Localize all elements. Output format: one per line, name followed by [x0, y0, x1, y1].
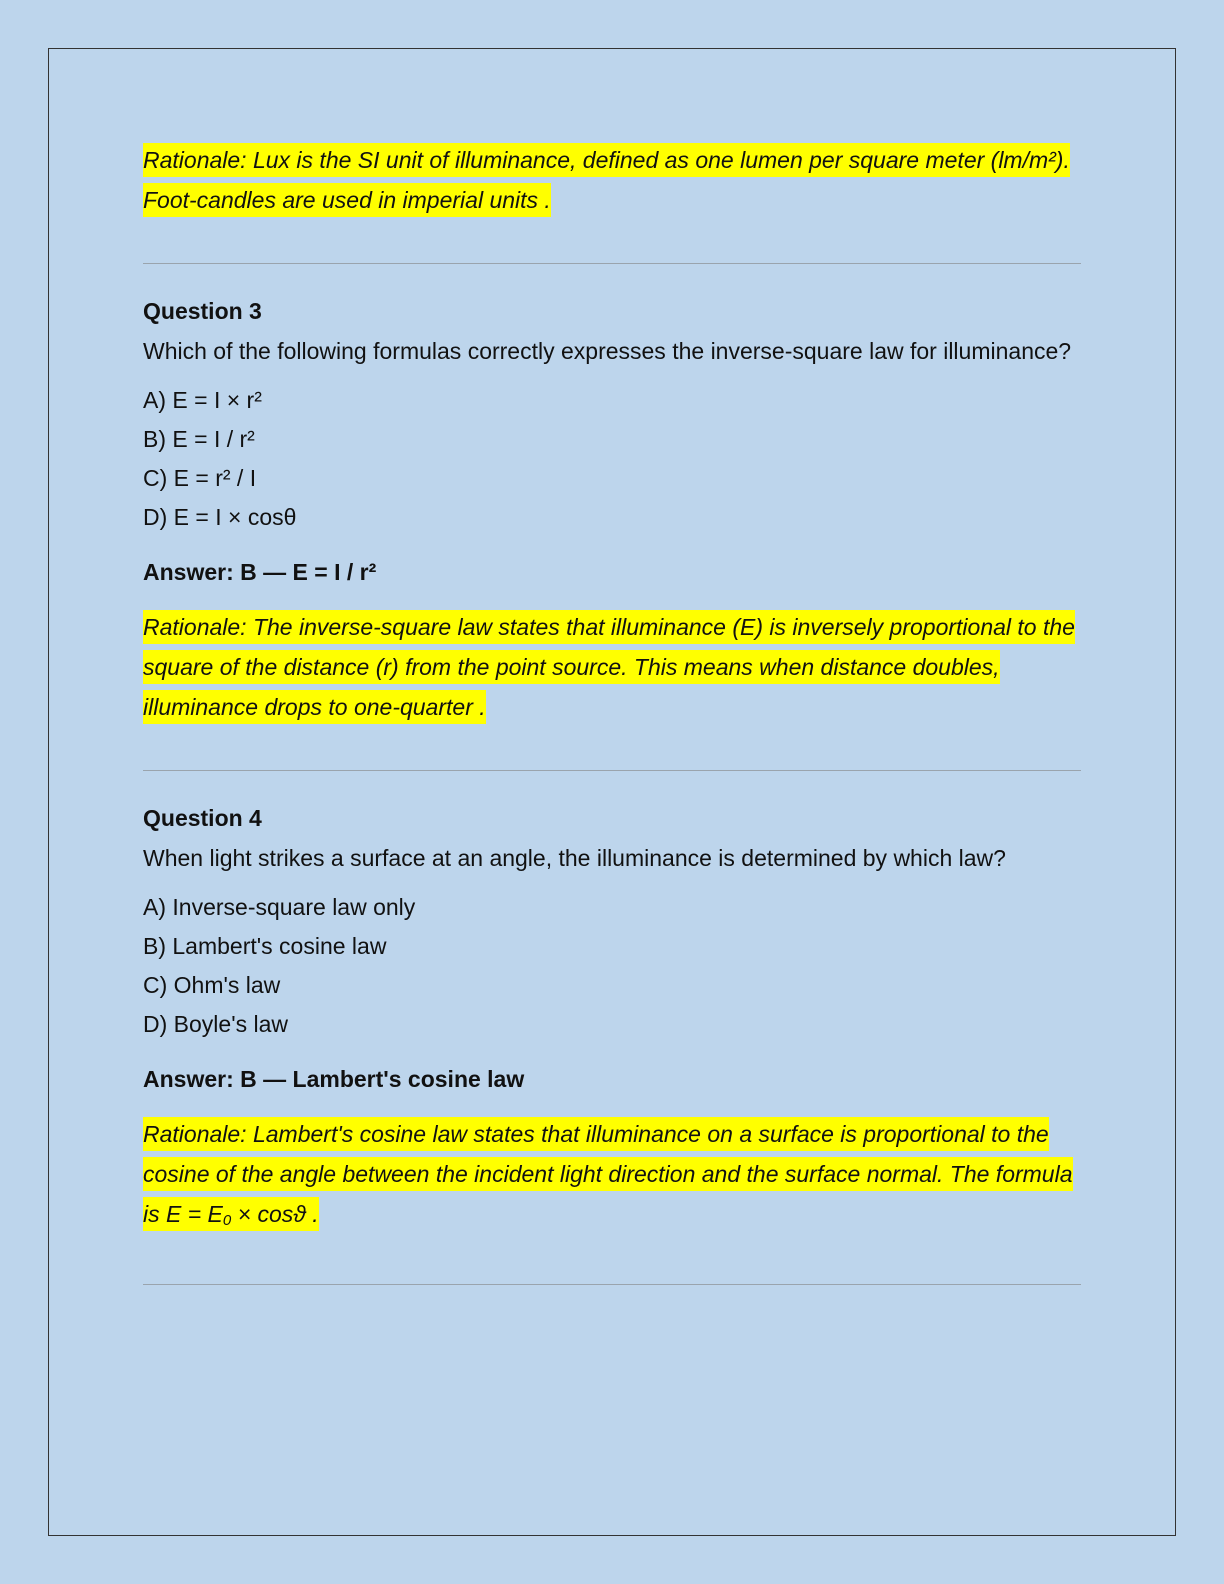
question-4-rationale-text: [143, 1117, 1073, 1231]
question-4: [143, 798, 1081, 1241]
question-3-title: Question 3: [143, 298, 262, 324]
divider: [143, 770, 1081, 771]
option-a: A) Inverse-square law only: [143, 894, 416, 920]
option-a: A) E = I × r²: [143, 387, 262, 413]
question-3-rationale: [143, 607, 1081, 727]
divider: [143, 1284, 1081, 1285]
rationale-suffix: × cosϑ .: [231, 1201, 319, 1227]
question-4-rationale: [143, 1114, 1081, 1241]
subscript-zero: 0: [222, 1212, 232, 1229]
option-b: B) E = I / r²: [143, 426, 255, 452]
question-4-title: Question 4: [143, 805, 262, 831]
question-3-rationale-text: Rationale: The inverse-square law states that illuminance (E) is inversely proportional to the square of the distance (r) from the point source. This means when distance doubles, illuminance drops to one-quarter .: [143, 610, 1075, 724]
rationale-q2-text: Rationale: Lux is the SI unit of illuminance, defined as one lumen per square meter (lm/m²). Foot-candles are used in imperial units .: [143, 143, 1070, 217]
divider: [143, 263, 1081, 264]
question-3-answer: Answer: B — E = I / r²: [143, 559, 377, 585]
option-d: D) Boyle's law: [143, 1011, 288, 1037]
option-b: B) Lambert's cosine law: [143, 933, 387, 959]
document-content: [143, 140, 1081, 1285]
question-4-options: [143, 888, 1081, 1044]
question-3-text: Which of the following formulas correctly expresses the inverse-square law for illuminance?: [143, 338, 1072, 364]
question-4-text: When light strikes a surface at an angle, the illuminance is determined by which law?: [143, 845, 1006, 871]
option-c: C) Ohm's law: [143, 972, 281, 998]
option-c: C) E = r² / I: [143, 465, 257, 491]
option-d: D) E = I × cosθ: [143, 504, 297, 530]
question-3-options: [143, 381, 1081, 537]
rationale-prefix: Rationale: Lambert's cosine law states that illuminance on a surface is proportional to the cosine of the angle between the incident light direction and the surface normal. The formula is E = E: [143, 1121, 1073, 1227]
question-4-answer: Answer: B — Lambert's cosine law: [143, 1066, 525, 1092]
question-3: [143, 291, 1081, 727]
rationale-q2: [143, 140, 1081, 220]
